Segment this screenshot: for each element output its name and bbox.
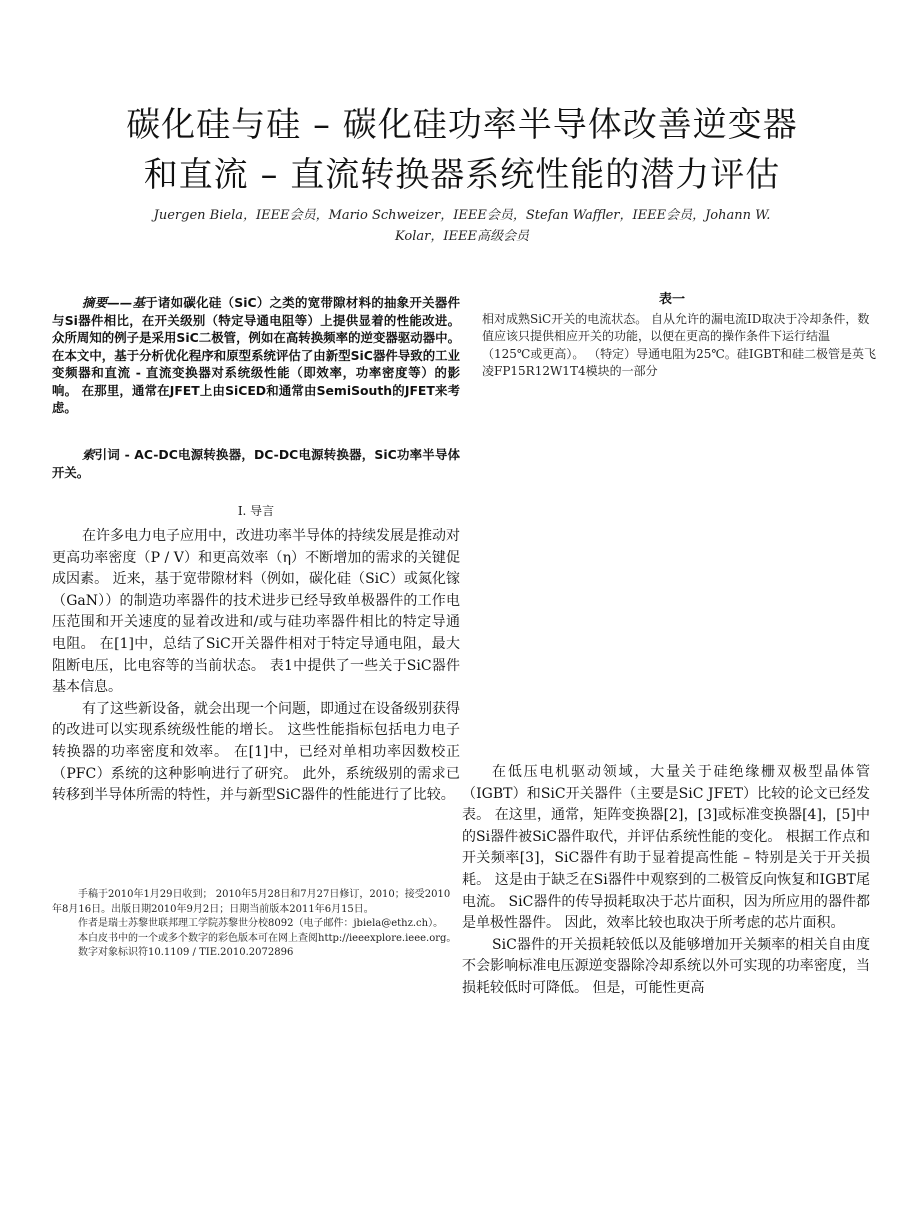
- intro-paragraph-2: 有了这些新设备，就会出现一个问题，即通过在设备级别获得的改进可以实现系统级性能的增长。 这些性能指标包括电力电子转换器的功率密度和效率。 在[1]中，已经对单相功率因数校正（PFC）系统的这种影响进行了研究。 此外，系统级别的需求已转移到半导体所需的特性，并与新型SiC器件的性能进行了比较。: [52, 700, 460, 804]
- table-caption: 相对成熟SiC开关的电流状态。 自从允许的漏电流ID取决于冷却条件，数值应该只提供相应开关的功能，以便在更高的操作条件下运行结温（125℃或更高）。 （特定）导通电阻为25℃。硅IGBT和硅二极管是英飞凌FP15R12W1T4模块的一部分: [482, 312, 876, 378]
- intro-paragraph-1: 在许多电力电子应用中，改进功率半导体的持续发展是推动对更高功率密度（P / V）和更高效率（η）不断增加的需求的关键促成因素。 近来，基于宽带隙材料（例如，碳化硅（SiC）或氮化镓（GaN））的制造功率器件的技术进步已经导致单极器件的工作电压范围和开关速度的显着改进和/或与硅功率器件相比的特定导通电阻。 在[1]中，总结了SiC开关器件相对于特定导通电阻，最大阻断电压，比电容等的当前状态。 表1中提供了一些关于SiC器件基本信息。: [52, 528, 460, 696]
- table-title: 表一: [658, 292, 685, 307]
- paper-title-line1: 碳化硅与硅 – 碳化硅功率半导体改善逆变器: [126, 105, 798, 145]
- index-terms-text: 引词 - AC-DC电源转换器，DC-DC电源转换器，SiC功率半导体开关。: [52, 447, 460, 480]
- right-column-body: [462, 762, 870, 1000]
- author-line1: Juergen Biela，IEEE会员，Mario Schweizer，IEEE会员，Stefan Waffler，IEEE会员，Johann W.: [153, 208, 771, 223]
- abstract: [52, 294, 460, 417]
- right-paragraph-1: 在低压电机驱动领域，大量关于硅绝缘栅双极型晶体管（IGBT）和SiC开关器件（主要是SiC JFET）比较的论文已经发表。 在这里，通常，矩阵变换器[2]，[3]或标准变换器[4]，[5]中的Si器件被SiC器件取代，并评估系统性能的变化。 根据工作点和开关频率[3]，SiC器件有助于显着提高性能 – 特别是关于开关损耗。 这是由于缺乏在Si器件中观察到的二极管反向恢复和IGBT尾电流。 SiC器件的传导损耗取决于芯片面积，因为所应用的器件都是单极性器件。 因此，效率比较也取决于所考虑的芯片面积。: [462, 764, 870, 932]
- introduction-body: [52, 526, 460, 807]
- first-page-footnote: [52, 888, 460, 961]
- footnote-doi: 数字对象标识符10.1109 / TIE.2010.2072896: [78, 947, 294, 958]
- abstract-lead: 摘要——基: [82, 295, 146, 310]
- index-terms-lead: 索: [82, 447, 95, 462]
- paper-title: [60, 100, 864, 200]
- index-terms: [52, 446, 460, 481]
- section-heading-introduction: I. 导言: [237, 504, 275, 518]
- footnote-author-affiliation: 作者是瑞士苏黎世联邦理工学院苏黎世分校8092（电子邮件：jbiela@ethz.ch）。: [78, 918, 444, 929]
- abstract-text: 于诸如碳化硅（SiC）之类的宽带隙材料的抽象开关器件与Si器件相比，在开关级别（特定导通电阻等）上提供显着的性能改进。 众所周知的例子是采用SiC二极管，例如在高转换频率的逆变器驱动器中。 在本文中，基于分析优化程序和原型系统评估了由新型SiC器件导致的工业变频器和直流 - 直流变换器对系统级性能（即效率，功率密度等）的影响。 在那里，通常在JFET上由SiCED和通常由SemiSouth的JFET来考虑。: [52, 295, 461, 415]
- footnote-color-versions: 本白皮书中的一个或多个数字的彩色版本可在网上查阅http://ieeexplore.ieee.org。: [78, 932, 457, 944]
- footnote-manuscript-dates: 手稿于2010年1月29日收到； 2010年5月28日和7月27日修订，2010；接受2010年8月16日。出版日期2010年9月2日；日期当前版本2011年6月15日。: [52, 889, 451, 915]
- author-line2: Kolar，IEEE高级会员: [395, 229, 529, 244]
- author-list: [70, 205, 854, 247]
- right-paragraph-2: SiC器件的开关损耗较低以及能够增加开关频率的相关自由度不会影响标准电压源逆变器除冷却系统以外可实现的功率密度，当损耗较低时可降低。 但是，可能性更高: [462, 936, 870, 996]
- paper-title-line2: 和直流 – 直流转换器系统性能的潜力评估: [143, 155, 781, 195]
